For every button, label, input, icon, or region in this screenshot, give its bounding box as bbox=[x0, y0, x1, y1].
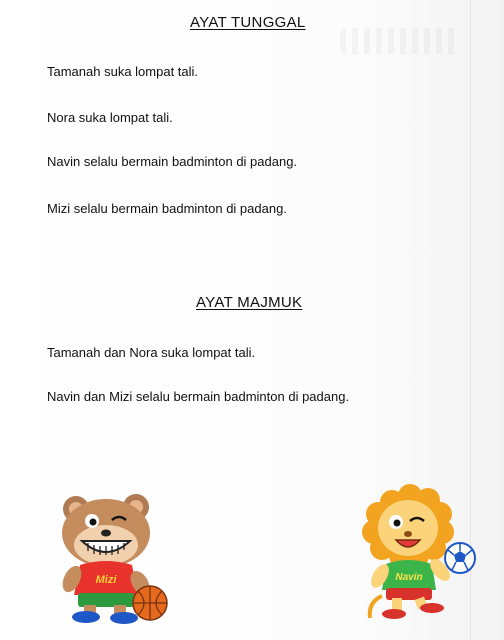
svg-text:Mizi: Mizi bbox=[95, 574, 117, 586]
lion-football-icon bbox=[352, 484, 480, 624]
compound-sentence: Navin dan Mizi selalu bermain badminton di padang. bbox=[47, 389, 350, 404]
bear-basketball-icon bbox=[46, 487, 174, 627]
single-sentence: Navin selalu bermain badminton di padang. bbox=[47, 154, 298, 169]
section-heading-single: AYAT TUNGGAL bbox=[190, 14, 306, 31]
single-sentence: Mizi selalu bermain badminton di padang. bbox=[47, 201, 287, 216]
single-sentence: Tamanah suka lompat tali. bbox=[47, 64, 199, 79]
section-heading-compound: AYAT MAJMUK bbox=[196, 294, 303, 311]
single-sentence: Nora suka lompat tali. bbox=[47, 110, 173, 125]
compound-sentence: Tamanah dan Nora suka lompat tali. bbox=[47, 345, 256, 360]
svg-text:Navin: Navin bbox=[395, 572, 423, 583]
scan-smudge bbox=[340, 28, 460, 54]
